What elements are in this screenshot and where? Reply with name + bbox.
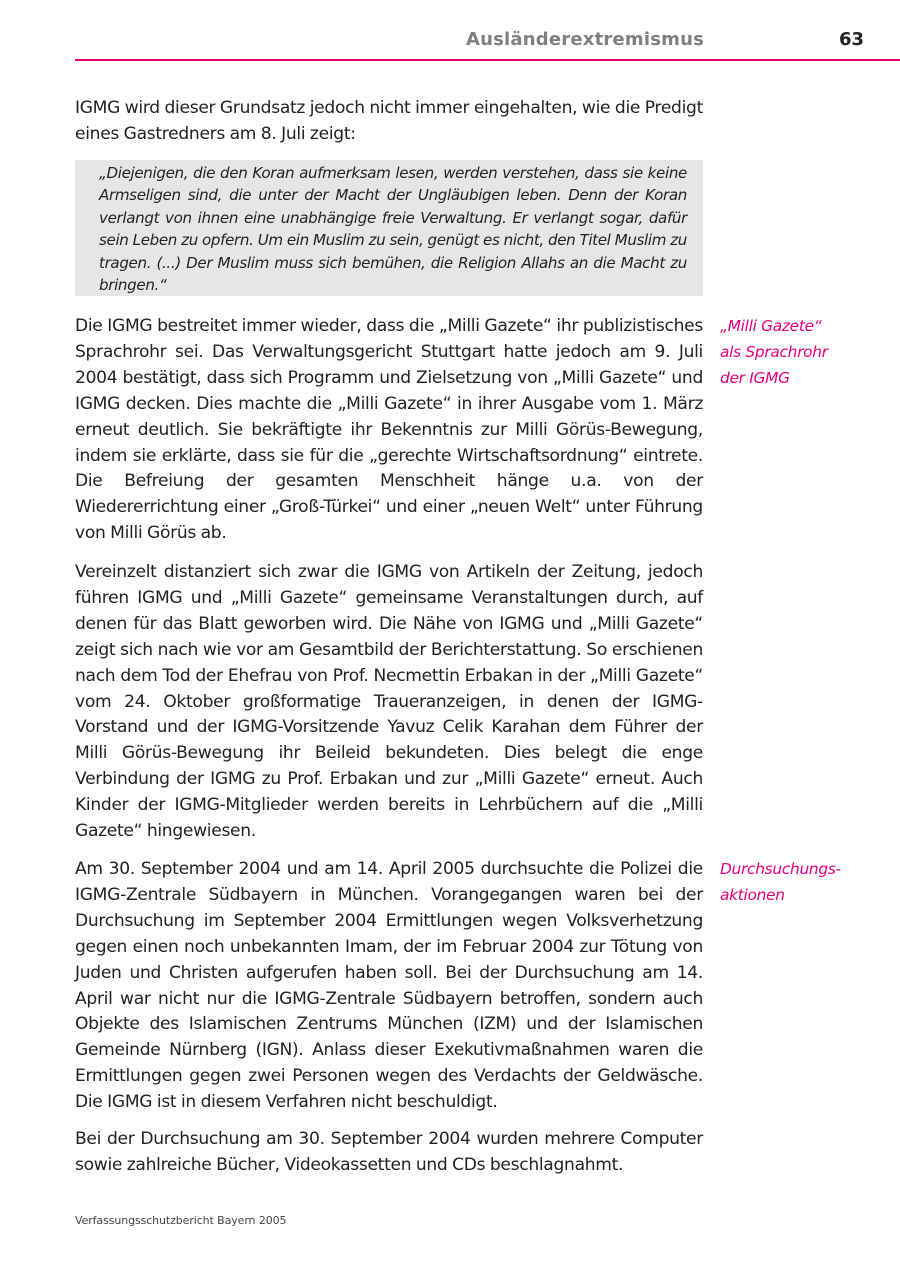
page-header [75,29,900,61]
section-title: Ausländerextremismus [466,29,704,50]
paragraph-milli-gazete: Die IGMG bestreitet immer wieder, dass die „Milli Gazete“ ihr publizistisches Sprachrohr sei. Das Verwaltungsgericht Stuttgart hatte jedoch am 9. Juli 2004 bestätigt, dass sich Programm und Zielsetzung von „Milli Gazete“ und IGMG decken. Dies machte die „Milli Gazete“ in ihrer Ausgabe vom 1. März erneut deutlich. Sie bekräftigte ihr Bekenntnis zur Milli Görüs-Bewegung, indem sie erklärte, dass sie für die „gerechte Wirtschaftsordnung“ eintrete. Die Befreiung der gesamten Menschheit hänge u.a. von der Wiedererrichtung einer „Groß-Türkei“ und einer „neuen Welt“ unter Führung von Milli Görüs ab. [75,316,703,544]
page-footer: Verfassungsschutzbericht Bayern 2005 [75,1214,287,1227]
quote-box [75,160,703,296]
intro-paragraph: IGMG wird dieser Grundsatz jedoch nicht immer eingehalten, wie die Predigt eines Gastredners am 8. Juli zeigt: [75,98,703,144]
page-number: 63 [838,29,864,50]
margin-note-durchsuchungsaktionen: Durchsuchungsaktionen [720,860,842,904]
paragraph-durchsuchung: Am 30. September 2004 und am 14. April 2005 durchsuchte die Polizei die IGMG-Zentrale Südbayern in München. Vorangegangen waren bei der Durchsuchung im September 2004 Ermittlungen wegen Volksverhetzung gegen einen noch unbekannten Imam, der im Februar 2004 zur Tötung von Juden und Christen aufgerufen haben soll. Bei der Durchsuchung am 14. April war nicht nur die IGMG-Zentrale Südbayern betroffen, sondern auch Objekte des Islamischen Zentrums München (IZM) und der Islamischen Gemeinde Nürnberg (IGN). Anlass dieser Exekutivmaßnahmen waren die Ermittlungen gegen zwei Personen wegen des Verdachts der Geldwäsche. Die IGMG ist in diesem Verfahren nicht beschuldigt. [75,859,703,1113]
sermon-quote: „Diejenigen, die den Koran aufmerksam lesen, werden verstehen, dass sie keine Armseligen sind, die unter der Macht der Ungläubigen leben. Denn der Koran verlangt von ihnen eine unabhängige freie Verwaltung. Er verlangt sogar, dafür sein Leben zu opfern. Um ein Muslim zu sein, genügt es nicht, den Titel Muslim zu tragen. (...) Der Muslim muss sich bemühen, die Religion Allahs an die Macht zu bringen.“ [99,164,687,295]
paragraph-distanzierung: Vereinzelt distanziert sich zwar die IGMG von Artikeln der Zeitung, jedoch führen IGMG und „Milli Gazete“ gemeinsame Veranstaltungen durch, auf denen für das Blatt geworben wird. Die Nähe von IGMG und „Milli Gazete“ zeigt sich nach wie vor am Gesamtbild der Berichterstattung. So erschienen nach dem Tod der Ehefrau von Prof. Necmettin Erbakan in der „Milli Gazete“ vom 24. Oktober großformatige Traueranzeigen, in denen der IGMG-Vorstand und der IGMG-Vorsitzende Yavuz Celik Karahan dem Führer der Milli Görüs-Bewegung ihr Beileid bekundeten. Dies belegt die enge Verbindung der IGMG zu Prof. Erbakan und zur „Milli Gazete“ erneut. Auch Kinder der IGMG-Mitglieder werden bereits in Lehrbüchern auf die „Milli Gazete“ hingewiesen. [75,562,703,842]
margin-note-sprachrohr: „Milli Gazete“ als Sprachrohr der IGMG [720,317,828,387]
paragraph-beschlagnahme: Bei der Durchsuchung am 30. September 2004 wurden mehrere Computer sowie zahlreiche Bücher, Videokassetten und CDs beschlagnahmt. [75,1129,703,1175]
